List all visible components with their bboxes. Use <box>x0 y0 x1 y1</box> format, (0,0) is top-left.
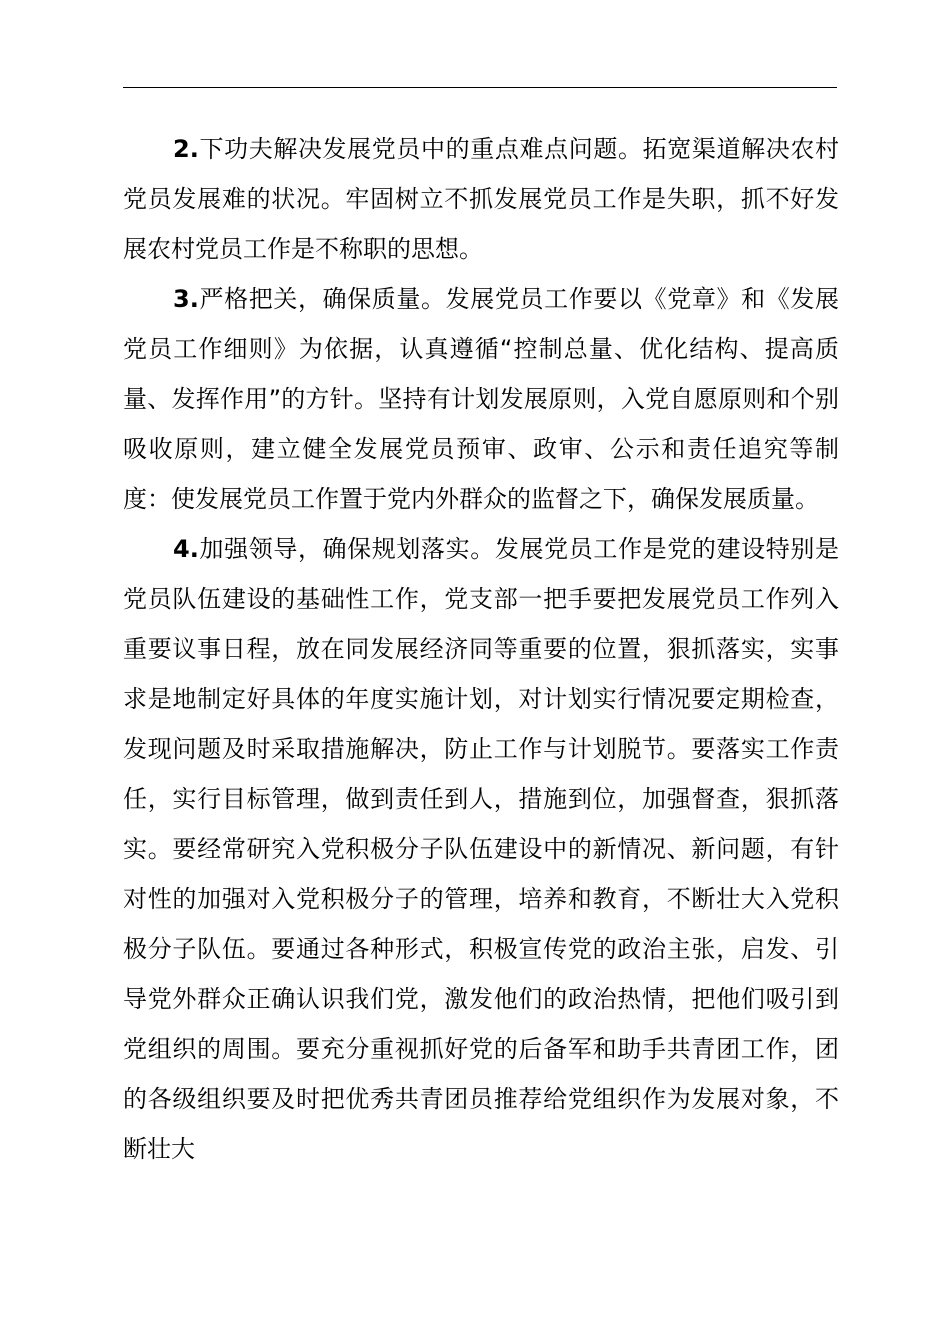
paragraph-text: 严格把关，确保质量。发展党员工作要以《党章》和《发展党员工作细则》为依据，认真遵循“控制总量、优化结构、提高质量、发挥作用”的方针。坚持有计划发展原则，入党自愿原则和个别吸收原则，建立健全发展党员预审、政审、公示和责任追究等制度：使发展党员工作置于党内外群众的监督之下，确保发展质量。 <box>123 285 839 513</box>
header-rule <box>123 87 837 88</box>
document-body <box>123 124 839 1174</box>
paragraph-text: 下功夫解决发展党员中的重点难点问题。拓宽渠道解决农村党员发展难的状况。牢固树立不抓发展党员工作是失职，抓不好发展农村党员工作是不称职的思想。 <box>123 135 839 263</box>
paragraph-3 <box>123 274 839 524</box>
paragraph-2 <box>123 124 839 274</box>
paragraph-number: 4. <box>173 535 199 563</box>
paragraph-number: 3. <box>173 285 199 313</box>
paragraph-text: 加强领导，确保规划落实。发展党员工作是党的建设特别是党员队伍建设的基础性工作，党支部一把手要把发展党员工作列入重要议事日程，放在同发展经济同等重要的位置，狠抓落实，实事求是地制定好具体的年度实施计划，对计划实行情况要定期检查，发现问题及时采取措施解决，防止工作与计划脱节。要落实工作责任，实行目标管理，做到责任到人，措施到位，加强督查，狠抓落实。要经常研究入党积极分子队伍建设中的新情况、新问题，有针对性的加强对入党积极分子的管理，培养和教育，不断壮大入党积极分子队伍。要通过各种形式，积极宣传党的政治主张，启发、引导党外群众正确认识我们党，激发他们的政治热情，把他们吸引到党组织的周围。要充分重视抓好党的后备军和助手共青团工作，团的各级组织要及时把优秀共青团员推荐给党组织作为发展对象，不断壮大 <box>123 535 839 1163</box>
paragraph-4 <box>123 524 839 1174</box>
paragraph-number: 2. <box>173 135 199 163</box>
